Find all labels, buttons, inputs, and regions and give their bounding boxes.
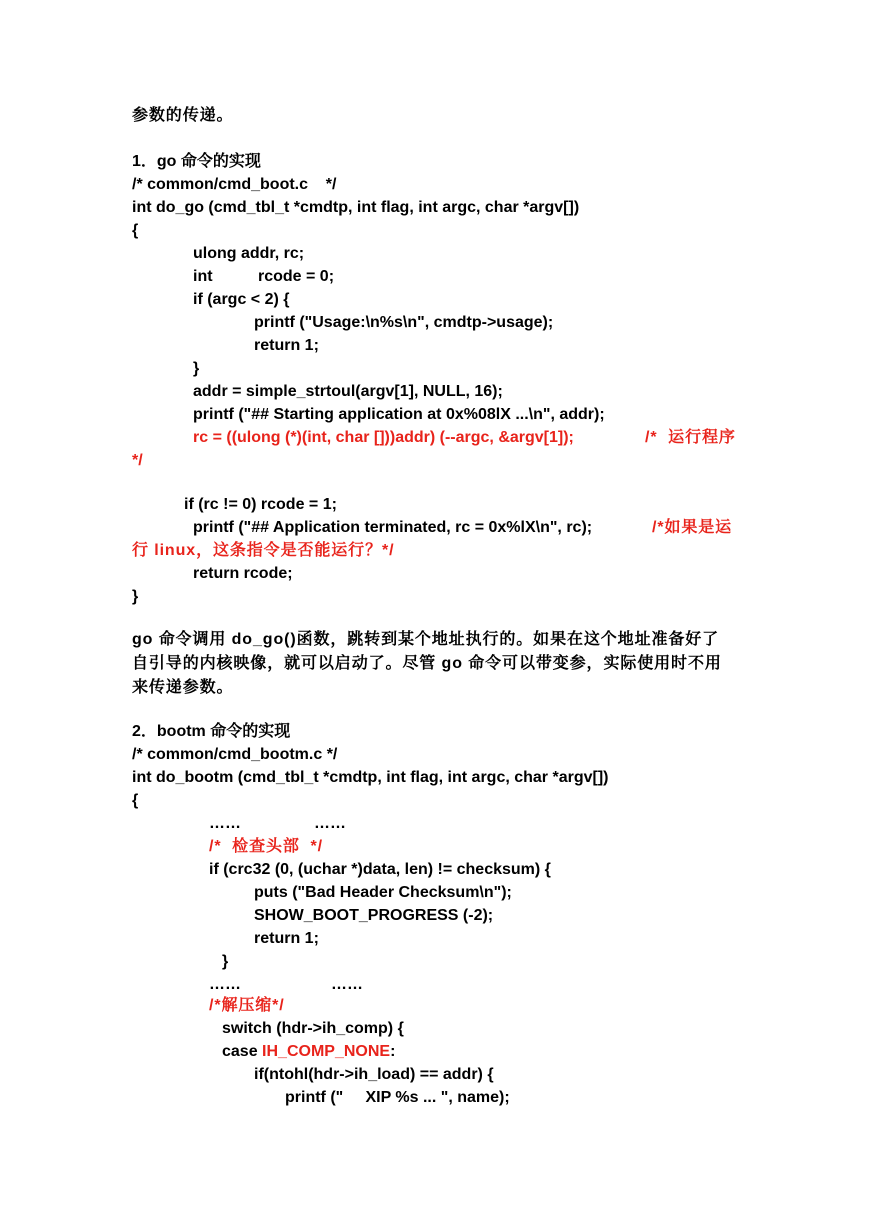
case-keyword: case: [222, 1043, 263, 1060]
section-1-heading: 1．go 命令的实现: [132, 153, 261, 170]
file-comment-cmd-bootm: /* common/cmd_bootm.c */: [132, 746, 338, 763]
code-line-if-ntohl: if(ntohl(hdr->ih_load) == addr) {: [254, 1066, 494, 1083]
code-line-if-argc: if (argc < 2) {: [193, 291, 290, 308]
code-line-close-crc-if: }: [222, 953, 229, 970]
paragraph-line-2: 自引导的内核映像，就可以启动了。尽管 go 命令可以带变参，实际使用时不用: [132, 655, 722, 672]
code-line-printf-xip: printf (" XIP %s ... ", name);: [285, 1089, 510, 1106]
code-line-close-if: }: [193, 360, 200, 377]
code-line-case: [222, 1042, 395, 1062]
ellipsis-a-left: ……: [209, 815, 241, 832]
code-line-decl-addr: ulong addr, rc;: [193, 245, 305, 262]
do-go-open-brace: {: [132, 222, 139, 239]
do-bootm-signature: int do_bootm (cmd_tbl_t *cmdtp, int flag, int argc, char *argv[]): [132, 769, 609, 786]
code-line-printf-terminated: printf ("## Application terminated, rc = 0x%lX\n", rc);: [193, 519, 593, 536]
paragraph-line-1: go 命令调用 do_go()函数，跳转到某个地址执行的。如果在这个地址准备好了: [132, 631, 720, 648]
comment-linux-question: /*如果是运: [652, 519, 733, 536]
code-line-printf-starting: printf ("## Starting application at 0x%08lX ...\n", addr);: [193, 406, 605, 423]
code-line-switch-comp: switch (hdr->ih_comp) {: [222, 1020, 404, 1037]
code-line-decl-int: int: [193, 268, 213, 285]
code-line-show-boot-progress: SHOW_BOOT_PROGRESS (-2);: [254, 907, 494, 924]
comment-check-header: /* 检查头部 */: [209, 838, 323, 855]
file-comment-cmd-boot: /* common/cmd_boot.c */: [132, 176, 337, 193]
ellipsis-b-right: ……: [331, 976, 363, 993]
intro-text: 参数的传递。: [132, 107, 234, 124]
code-line-decl-rcode: rcode = 0;: [258, 268, 335, 285]
code-line-printf-usage: printf ("Usage:\n%s\n", cmdtp->usage);: [254, 314, 554, 331]
code-line-rc-call: rc = ((ulong (*)(int, char []))addr) (--argc, &argv[1]);: [193, 429, 574, 446]
code-line-return-1-bootm: return 1;: [254, 930, 319, 947]
comment-decompress: /*解压缩*/: [209, 997, 285, 1014]
code-line-return-rcode: return rcode;: [193, 565, 293, 582]
code-line-return-1: return 1;: [254, 337, 319, 354]
ellipsis-b-left: ……: [209, 976, 241, 993]
section-2-heading: 2．bootm 命令的实现: [132, 723, 291, 740]
case-value-ih-comp-none: IH_COMP_NONE: [262, 1043, 391, 1060]
paragraph-line-3: 来传递参数。: [132, 679, 234, 696]
ellipsis-a-right: ……: [314, 815, 346, 832]
comment-run-program-end: */: [132, 452, 143, 469]
code-line-addr-assign: addr = simple_strtoul(argv[1], NULL, 16);: [193, 383, 503, 400]
code-line-if-crc32: if (crc32 (0, (uchar *)data, len) != checksum) {: [209, 861, 551, 878]
case-colon: :: [390, 1043, 396, 1060]
do-bootm-open-brace: {: [132, 792, 139, 809]
code-line-puts-bad-header: puts ("Bad Header Checksum\n");: [254, 884, 512, 901]
do-go-signature: int do_go (cmd_tbl_t *cmdtp, int flag, int argc, char *argv[]): [132, 199, 580, 216]
comment-linux-question-cont: 行 linux，这条指令是否能运行？*/: [132, 542, 395, 559]
comment-run-program: /* 运行程序: [645, 429, 736, 446]
code-line-if-rc: if (rc != 0) rcode = 1;: [184, 496, 337, 513]
do-go-close-brace: }: [132, 588, 139, 605]
